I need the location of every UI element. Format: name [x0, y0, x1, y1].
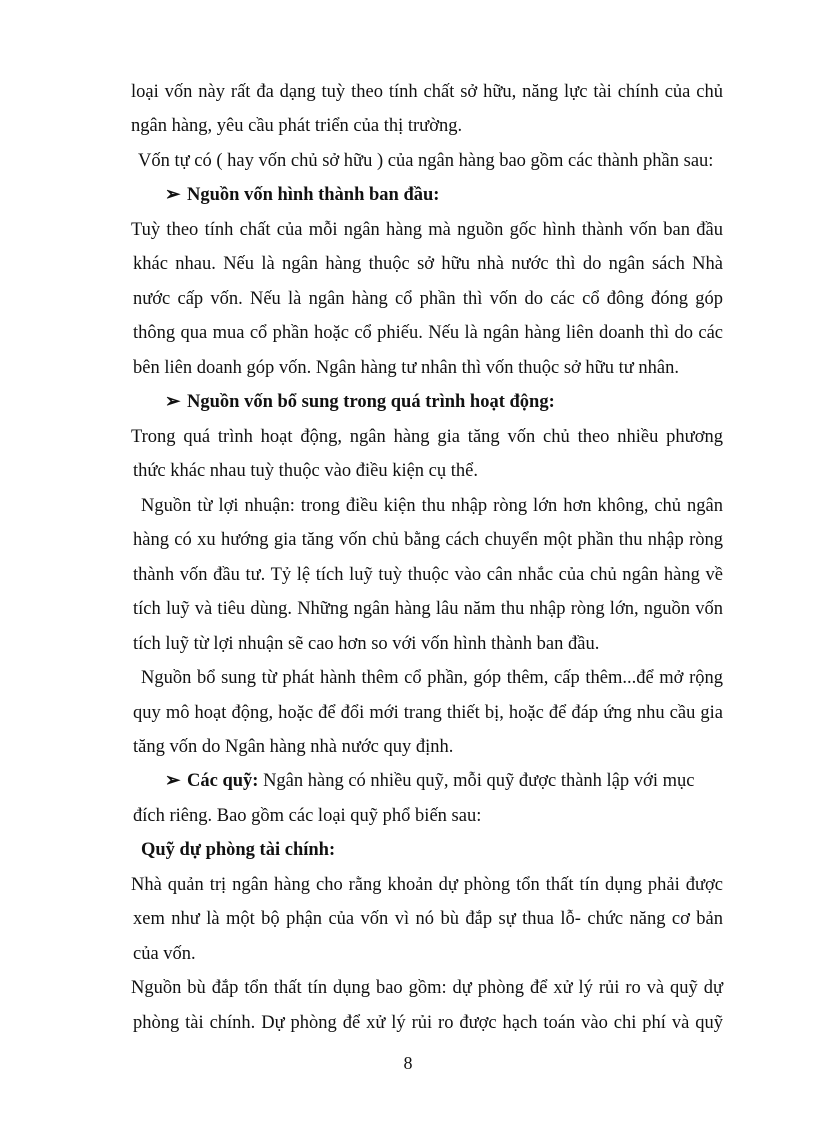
- page-number: 8: [403, 1053, 413, 1073]
- section-heading: [165, 183, 757, 207]
- heading-text: Nguồn vốn bổ sung trong quá trình hoạt động:: [187, 392, 555, 412]
- text-line: phòng tài chính. Dự phòng để xử lý rủi ro được hạch toán vào chi phí và quỹ: [133, 1013, 723, 1033]
- heading-text: Các quỹ:: [187, 771, 259, 791]
- heading-text: Nguồn vốn hình thành ban đầu:: [187, 185, 440, 205]
- text-line: tích luỹ từ lợi nhuận sẽ cao hơn so với vốn hình thành ban đầu.: [133, 634, 600, 654]
- text-line: bên liên doanh góp vốn. Ngân hàng tư nhân thì vốn thuộc sở hữu tư nhân.: [133, 358, 679, 378]
- text-line: thức khác nhau tuỳ thuộc vào điều kiện cụ thể.: [133, 461, 478, 481]
- text-line: hàng có xu hướng gia tăng vốn chủ bằng cách chuyển một phần thu nhập ròng: [133, 530, 723, 550]
- text-line: đích riêng. Bao gồm các loại quỹ phổ biến sau:: [133, 806, 482, 826]
- arrow-bullet-icon: ➢: [165, 392, 181, 412]
- text-line: Vốn tự có ( hay vốn chủ sở hữu ) của ngân hàng bao gồm các thành phần sau:: [138, 151, 714, 171]
- text-line: loại vốn này rất đa dạng tuỳ theo tính chất sở hữu, năng lực tài chính của chủ: [131, 82, 723, 102]
- subsection-heading: Quỹ dự phòng tài chính:: [141, 840, 336, 860]
- text-line: nước cấp vốn. Nếu là ngân hàng cổ phần thì vốn do các cổ đông đóng góp: [133, 289, 723, 309]
- text-line: khác nhau. Nếu là ngân hàng thuộc sở hữu nhà nước thì do ngân sách Nhà: [133, 254, 723, 274]
- text-line: Nhà quản trị ngân hàng cho rằng khoản dự phòng tổn thất tín dụng phải được: [131, 875, 723, 895]
- text-line: Nguồn bổ sung từ phát hành thêm cổ phần, góp thêm, cấp thêm...để mở rộng: [141, 668, 723, 688]
- text-line: quy mô hoạt động, hoặc để đổi mới trang thiết bị, hoặc để đáp ứng nhu cầu gia: [133, 703, 723, 723]
- text-line: xem như là một bộ phận của vốn vì nó bù đắp sự thua lỗ- chức năng cơ bản: [133, 909, 723, 929]
- text-line: ngân hàng, yêu cầu phát triển của thị trường.: [131, 116, 463, 136]
- text-line: tăng vốn do Ngân hàng nhà nước quy định.: [133, 737, 454, 757]
- heading-continuation: Ngân hàng có nhiều quỹ, mỗi quỹ được thành lập với mục: [258, 771, 695, 791]
- text-line: Nguồn bù đắp tổn thất tín dụng bao gồm: dự phòng để xử lý rủi ro và quỹ dự: [131, 978, 723, 998]
- section-heading: [165, 769, 723, 793]
- section-heading: [165, 390, 757, 414]
- text-line: tích luỹ và tiêu dùng. Những ngân hàng lâu năm thu nhập ròng lớn, nguồn vốn: [133, 599, 723, 619]
- arrow-bullet-icon: ➢: [165, 185, 181, 205]
- text-line: thông qua mua cổ phần hoặc cổ phiếu. Nếu là ngân hàng liên doanh thì do các: [133, 323, 723, 343]
- text-line: Trong quá trình hoạt động, ngân hàng gia tăng vốn chủ theo nhiều phương: [131, 427, 723, 447]
- text-line: Tuỳ theo tính chất của mỗi ngân hàng mà nguồn gốc hình thành vốn ban đầu: [131, 220, 723, 240]
- text-line: thành vốn đầu tư. Tỷ lệ tích luỹ tuỳ thuộc vào cân nhắc của chủ ngân hàng về: [133, 565, 723, 585]
- arrow-bullet-icon: ➢: [165, 771, 181, 791]
- text-line: Nguồn từ lợi nhuận: trong điều kiện thu nhập ròng lớn hơn không, chủ ngân: [141, 496, 723, 516]
- text-line: của vốn.: [133, 944, 196, 964]
